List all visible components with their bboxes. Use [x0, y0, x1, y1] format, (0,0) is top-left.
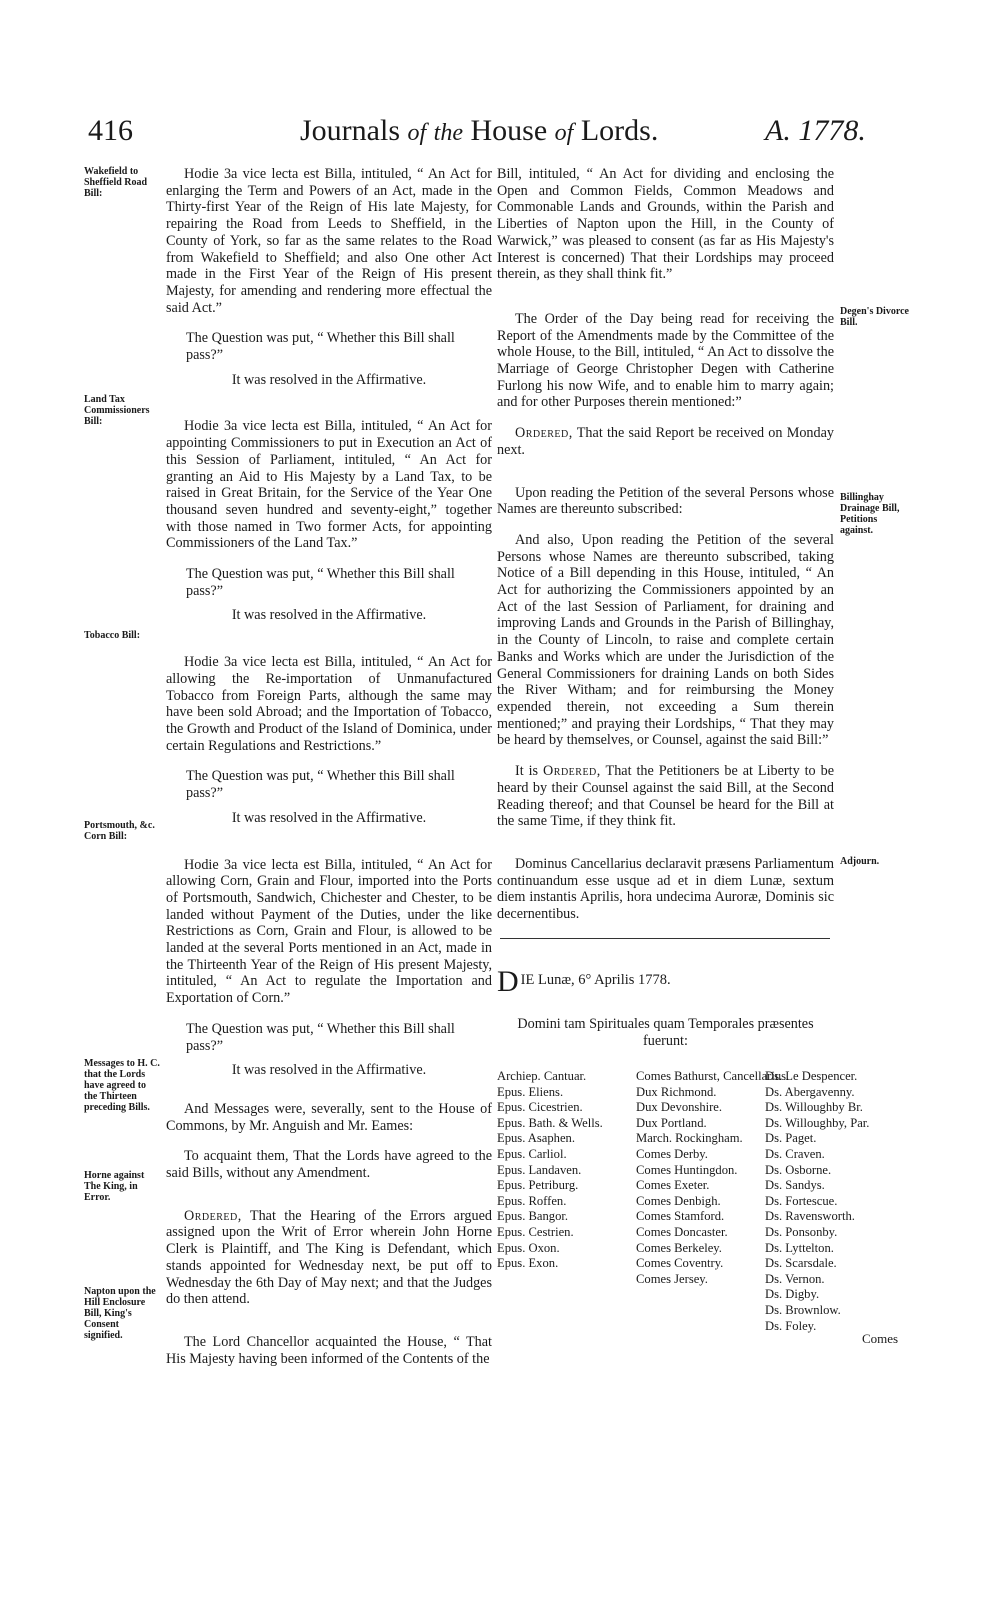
- day-heading: [497, 965, 834, 998]
- attendee-name: Epus. Exon.: [497, 1256, 559, 1271]
- title-word: Lords.: [580, 114, 659, 147]
- title-word: Journals: [300, 114, 400, 147]
- title-word: the: [433, 120, 463, 146]
- names-column-barons: [765, 1069, 925, 1334]
- names-column-spiritual: [497, 1069, 632, 1272]
- attendee-name: Ds. Le Despencer.: [765, 1069, 858, 1083]
- catchword: Comes: [862, 1331, 899, 1346]
- attendee-name: Ds. Lyttelton.: [765, 1240, 834, 1255]
- paragraph: Dominus Cancellarius declaravit præsens Parliamentum continuandum esse usque ad et in diem Lunæ, sextum diem instantis Aprilis, hora undecima Auroræ, Dominis sic decernentibus.: [497, 855, 834, 923]
- attendee-name: Comes Doncaster.: [636, 1224, 728, 1239]
- margin-note-horne: Horne against The King, in Error.: [84, 1170, 145, 1203]
- paragraph: And Messages were, severally, sent to the House of Commons, by Mr. Anguish and Mr. Eames:: [166, 1100, 492, 1134]
- ordered-text: That the said Report be received on Monday next.: [497, 425, 834, 458]
- paragraph: Hodie 3a vice lecta est Billa, intituled, “ An Act for appointing Commissioners to put in Execution an Act of this Session of Parliament, intituled, “ An Act for granting an Aid to His Majesty by a Land Tax, to be raised in Great Britain, for the Service of the Year One thousand seven hundred and seventy-eight,” together with those named in Two former Acts, for appointing Commissioners of the Land Tax.”: [166, 418, 492, 552]
- paragraph: Hodie 3a vice lecta est Billa, intituled, “ An Act for allowing Corn, Grain and Flour, imported into the Ports of Portsmouth, Sandwich, Chichester and Chester, to be landed without Payment of the Duties, under the like Restrictions as Corn, Grain and Flour, is allowed to be landed at the several Ports mentioned in an Act, made in the Thirteenth Year of the Reign of His present Majesty, intituled, “ An Act to regulate the Importation and Exportation of Corn.”: [166, 856, 492, 1007]
- right-column: [497, 166, 834, 923]
- drop-cap: D: [497, 965, 519, 998]
- attendee-name: Comes Denbigh.: [636, 1193, 721, 1208]
- attendee-name: Ds. Ravensworth.: [765, 1209, 855, 1224]
- margin-note-portsmouth: Portsmouth, &c. Corn Bill:: [84, 820, 155, 842]
- attendee-name: Epus. Bath. & Wells.: [497, 1115, 603, 1130]
- names-column-temporal: [636, 1069, 790, 1287]
- attendee-name: Epus. Oxon.: [497, 1240, 560, 1255]
- attendee-name: Comes Stamford.: [636, 1209, 725, 1224]
- attendee-name: Epus. Eliens.: [497, 1084, 564, 1099]
- ordered-text: That the Petitioners be at Liberty to be heard by their Counsel against the said Bill, at the Second Reading thereof; and that Counsel be heard for the Bill at the same Time, if they think fit.: [497, 763, 834, 830]
- attendee-name: Ds. Vernon.: [765, 1271, 825, 1286]
- attendee-name: Epus. Cicestrien.: [497, 1100, 583, 1115]
- paragraph: Upon reading the Petition of the several Persons whose Names are thereunto subscribed:: [497, 484, 834, 518]
- page-year: A. 1778.: [765, 114, 866, 147]
- resolution: It was resolved in the Affirmative.: [231, 607, 427, 624]
- attendee-name: Ds. Scarsdale.: [765, 1256, 837, 1271]
- attendee-name: Comes Huntingdon.: [636, 1162, 738, 1177]
- section-divider: [500, 938, 830, 939]
- attendance-heading: Domini tam Spirituales quam Temporales præsentes fuerunt:: [517, 1016, 814, 1049]
- attendee-name: Ds. Digby.: [765, 1287, 820, 1302]
- attendee-name: Comes Coventry.: [636, 1256, 724, 1271]
- question: The Question was put, “ Whether this Bill shall pass?”: [186, 768, 455, 802]
- paragraph: The Order of the Day being read for receiving the Report of the Amendments made by the Committee of the whole House, to the Bill, intituled, “ An Act to dissolve the Marriage of George Christopher Degen with Catherine Furlong his now Wife, and to enable him to marry again; and for other Purposes therein mentioned:”: [497, 310, 834, 411]
- question: The Question was put, “ Whether this Bill shall pass?”: [186, 566, 455, 599]
- margin-note-land-tax: Land Tax Commissioners Bill:: [84, 394, 150, 427]
- attendee-name: Epus. Cestrien.: [497, 1224, 574, 1239]
- ordered-prefix: It is: [515, 763, 539, 780]
- attendee-name: Dux Portland.: [636, 1115, 707, 1130]
- attendee-name: Ds. Paget.: [765, 1131, 817, 1146]
- paragraph: Hodie 3a vice lecta est Billa, intituled, “ An Act for enlarging the Term and Powers of an Act, made in the Thirty-first Year of the Reign of His late Majesty, for repairing the Road from Leeds to Sheffield, in the County of York, so far as the same relates to the Road from Wakefield to Sheffield; and also One other Act made in the First Year of the Reign of His present Majesty, for amending and rendering more effectual the said Act.”: [166, 166, 492, 316]
- paragraph: [497, 763, 834, 830]
- attendee-name: Comes Jersey.: [636, 1271, 708, 1286]
- ordered-lead: Ordered,: [543, 763, 601, 780]
- attendee-name: Epus. Landaven.: [497, 1162, 582, 1177]
- paragraph: To acquaint them, That the Lords have agreed to the said Bills, without any Amendment.: [166, 1148, 492, 1182]
- margin-note-messages: Messages to H. C. that the Lords have agreed to the Thirteen preceding Bills.: [84, 1058, 160, 1113]
- attendee-name: Ds. Sandys.: [765, 1178, 825, 1193]
- page-header: [0, 114, 992, 164]
- margin-note-wakefield: Wakefield to Sheffield Road Bill:: [84, 166, 148, 199]
- attendee-name: Ds. Foley.: [765, 1318, 817, 1333]
- margin-note-napton: Napton upon the Hill Enclosure Bill, King's Consent signified.: [84, 1286, 156, 1341]
- paragraph: Hodie 3a vice lecta est Billa, intituled, “ An Act for allowing the Re-importation of Unmanufactured Tobacco from Foreign Parts, although the same may have been sold Abroad; and the Importation of Tobacco, the Growth and Product of the Island of Dominica, under certain Regulations and Restrictions.”: [166, 654, 492, 754]
- attendee-name: Comes Bathurst, Cancellarius.: [636, 1069, 790, 1083]
- paragraph: And also, Upon reading the Petition of the several Persons whose Names are thereunto subscribed, taking Notice of a Bill depending in this House, intituled, “ An Act for authorizing the Commissioners appointed by an Act of the last Session of Parliament, for draining and improving Lands and Grounds in the Parish of Billinghay, in the County of Lincoln, to raise and complete certain Banks and Works which are under the Jurisdiction of the General Commissioners for draining Lands on both Sides the River Witham; and for reimbursing the Money expended therein, not exceeding a Sum therein mentioned;” and praying their Lordships, “ That they may be heard by themselves, or Counsel, against the said Bill:”: [497, 531, 834, 749]
- day-heading-text: IE Lunæ, 6° Aprilis 1778.: [520, 972, 671, 988]
- question: The Question was put, “ Whether this Bill shall pass?”: [186, 1020, 455, 1054]
- attendee-name: Dux Devonshire.: [636, 1100, 723, 1115]
- ordered-text: That the Hearing of the Errors argued assigned upon the Writ of Error wherein John Horne Clerk is Plaintiff, and The King is Defendant, which stands appointed for Wednesday next, be put off to Wednesday the 6th Day of May next; and that the Judges do then attend.: [166, 1207, 492, 1308]
- title-word: House: [470, 114, 548, 147]
- attendee-name: Ds. Brownlow.: [765, 1302, 841, 1317]
- margin-note-billinghay: Billinghay Drainage Bill, Petitions against.: [840, 492, 900, 536]
- attendee-name: Ds. Fortescue.: [765, 1193, 838, 1208]
- attendee-name: Epus. Roffen.: [497, 1193, 567, 1208]
- attendee-name: Epus. Petriburg.: [497, 1178, 579, 1193]
- page-title: [300, 114, 658, 148]
- attendee-name: Epus. Bangor.: [497, 1209, 569, 1224]
- attendee-name: Epus. Carliol.: [497, 1146, 567, 1161]
- title-word: of: [554, 120, 574, 146]
- left-column: [166, 166, 492, 1367]
- title-word: of: [407, 120, 427, 146]
- resolution: It was resolved in the Affirmative.: [231, 809, 427, 826]
- ordered-lead: Ordered,: [184, 1207, 242, 1224]
- question: The Question was put, “ Whether this Bill shall pass?”: [186, 330, 455, 364]
- attendee-name: Ds. Willoughby Br.: [765, 1100, 863, 1115]
- paragraph: The Lord Chancellor acquainted the House, “ That His Majesty having been informed of the Contents of the: [166, 1333, 492, 1367]
- attendee-name: Archiep. Cantuar.: [497, 1069, 587, 1083]
- attendee-name: Epus. Asaphen.: [497, 1131, 576, 1146]
- attendee-name: Dux Richmond.: [636, 1084, 717, 1099]
- page-number: 416: [88, 114, 133, 147]
- resolution: It was resolved in the Affirmative.: [231, 371, 427, 388]
- attendee-name: Comes Exeter.: [636, 1178, 710, 1193]
- resolution: It was resolved in the Affirmative.: [231, 1062, 427, 1079]
- attendee-name: Ds. Abergavenny.: [765, 1084, 855, 1099]
- margin-note-degen: Degen's Divorce Bill.: [840, 306, 909, 328]
- ordered-lead: Ordered,: [515, 425, 573, 442]
- margin-note-tobacco: Tobacco Bill:: [84, 630, 141, 641]
- attendee-name: Comes Derby.: [636, 1146, 708, 1161]
- paragraph: Bill, intituled, “ An Act for dividing and enclosing the Open and Common Fields, Common Meadows and Commonable Lands and Grounds, within the Parish and Liberties of Napton upon the Hill, in the County of Warwick,” was pleased to consent (as far as His Majesty's Interest is concerned) That their Lordships may proceed therein, as they shall think fit.”: [497, 166, 834, 283]
- attendee-name: Ds. Craven.: [765, 1146, 825, 1161]
- attendee-name: Ds. Willoughby, Par.: [765, 1115, 870, 1130]
- attendee-name: Ds. Ponsonby.: [765, 1224, 838, 1239]
- paragraph: [497, 425, 834, 458]
- paragraph: [166, 1208, 492, 1308]
- day-heading-block: [497, 965, 834, 1049]
- margin-note-adjourn: Adjourn.: [840, 856, 880, 867]
- attendee-name: Ds. Osborne.: [765, 1162, 832, 1177]
- attendee-name: March. Rockingham.: [636, 1131, 743, 1146]
- attendee-name: Comes Berkeley.: [636, 1240, 722, 1255]
